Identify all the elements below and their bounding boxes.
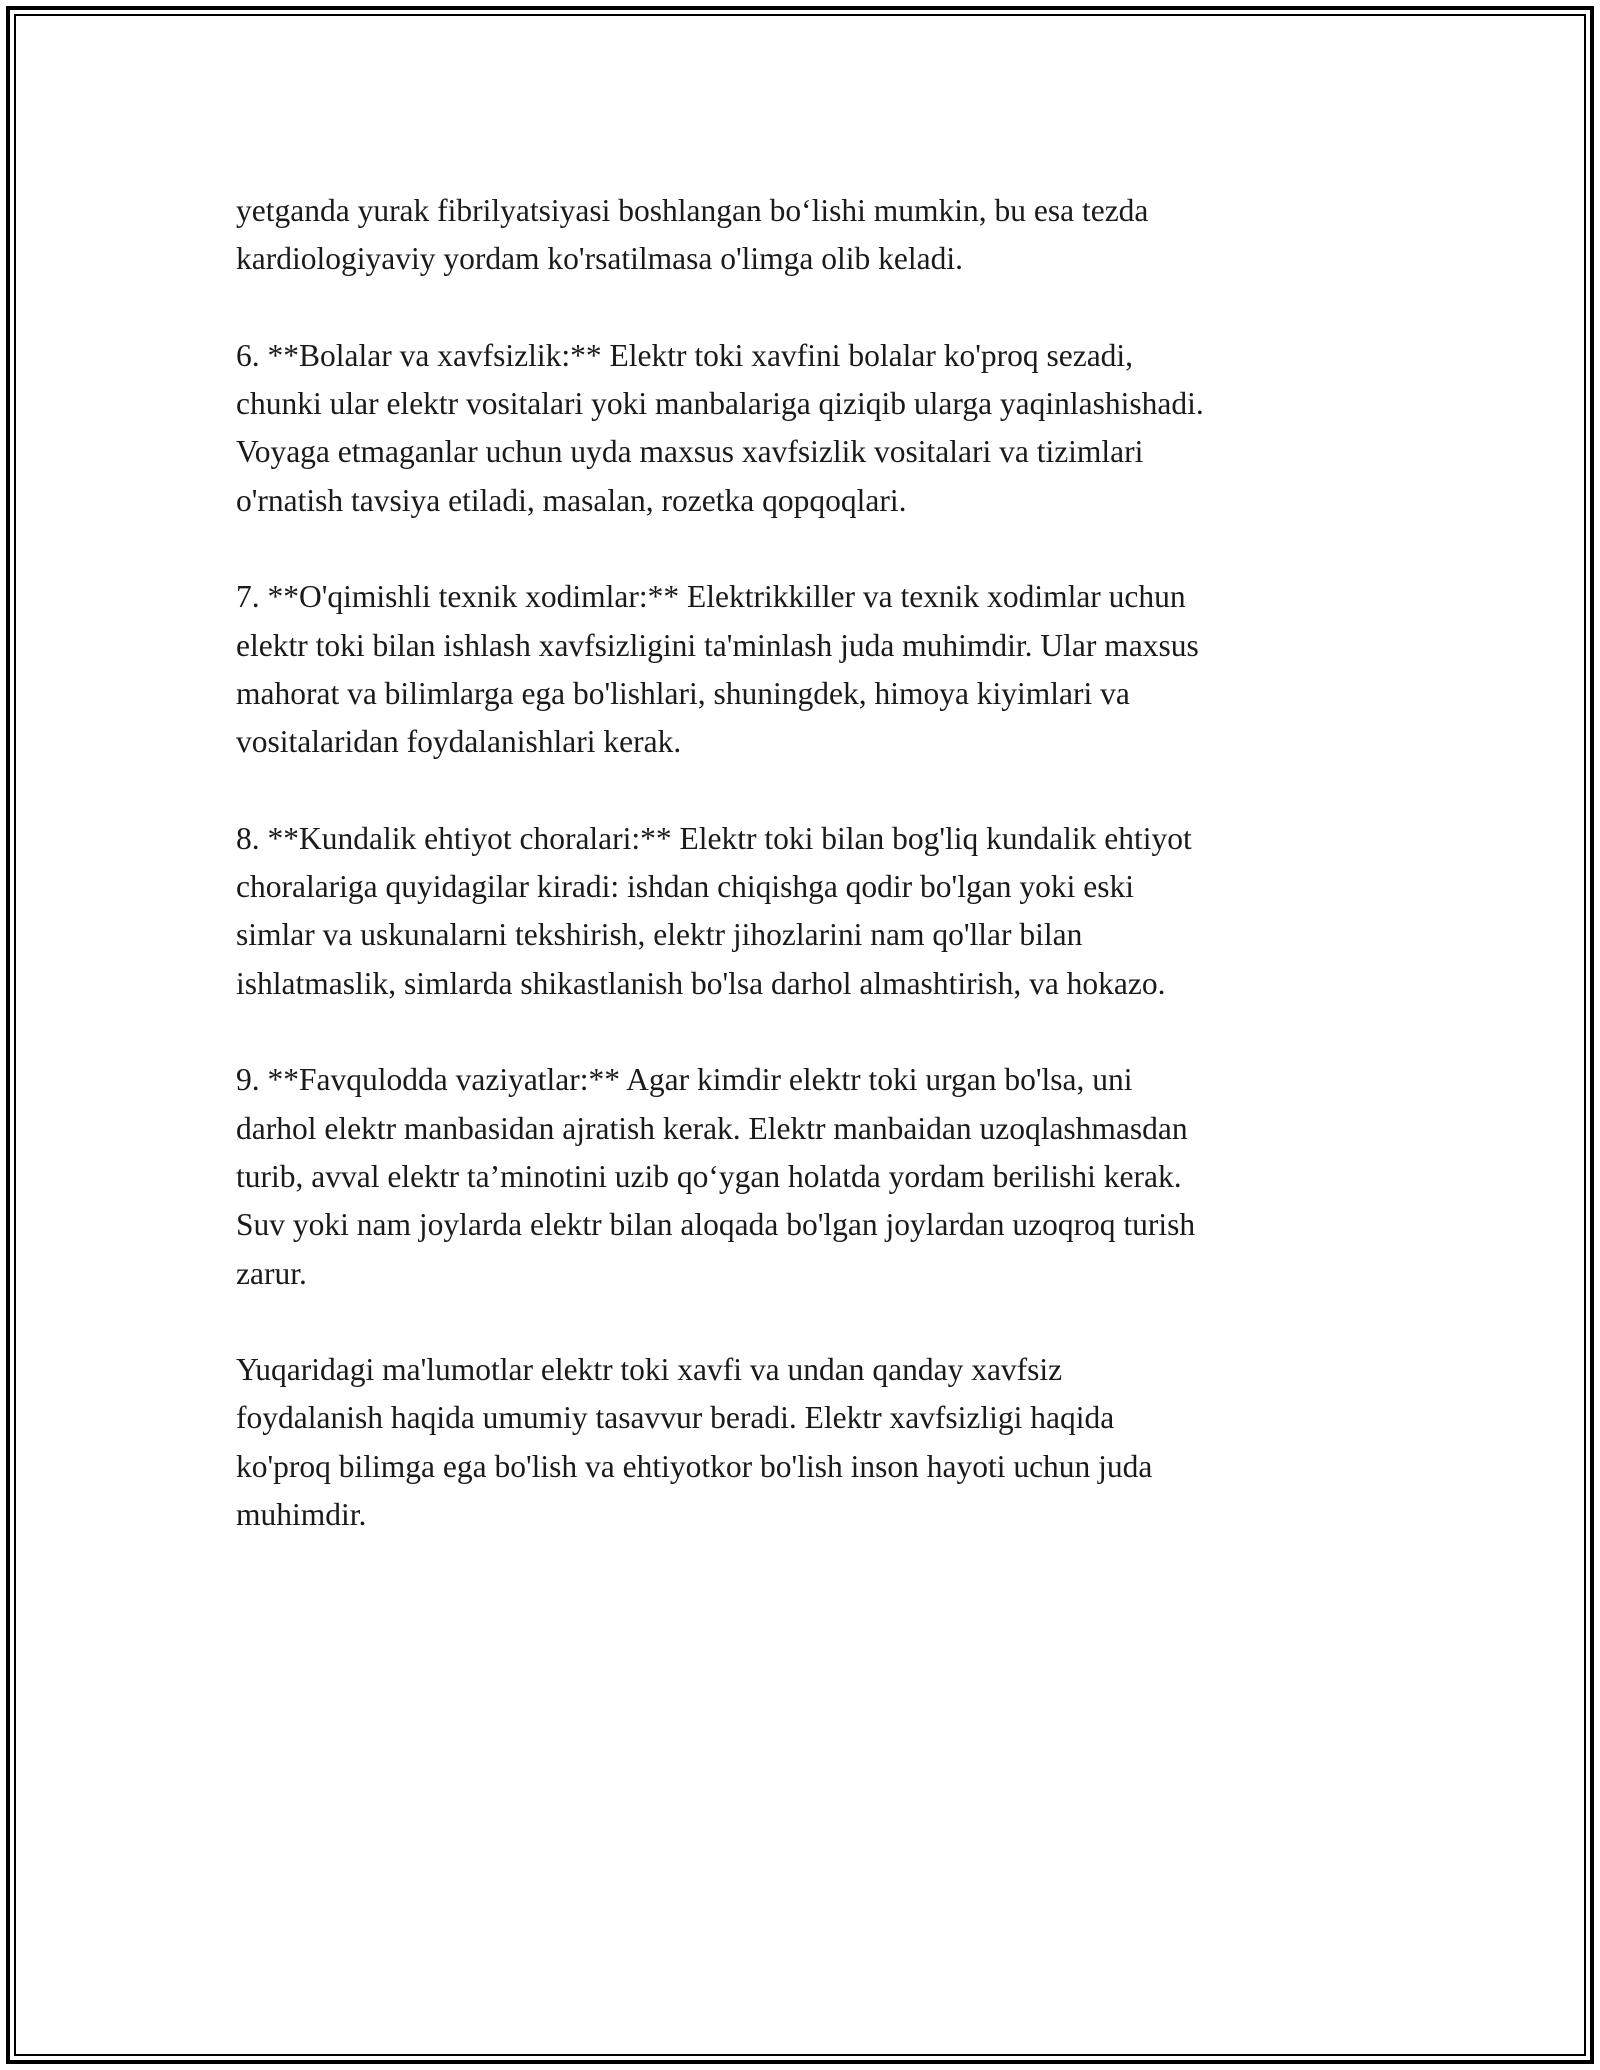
document-body <box>236 187 1376 1588</box>
text-line: turib, avval elektr ta’minotini uzib qo‘ygan holatda yordam berilishi kerak. <box>236 1158 1182 1194</box>
text-line: kardiologiyaviy yordam ko'rsatilmasa o'limga olib keladi. <box>236 241 963 277</box>
text-line: chunki ular elektr vositalari yoki manbalariga qiziqib ularga yaqinlashishadi. <box>236 386 1204 422</box>
text-line: choralariga quyidagilar kiradi: ishdan chiqishga qodir bo'lgan yoki eski <box>236 869 1134 905</box>
paragraph-item-8 <box>236 815 1376 1008</box>
text-line: 8. **Kundalik ehtiyot choralari:** Elektr toki bilan bog'liq kundalik ehtiyot <box>236 820 1192 856</box>
text-line: simlar va uskunalarni tekshirish, elektr jihozlarini nam qo'llar bilan <box>236 917 1083 953</box>
paragraph-summary <box>236 1346 1376 1539</box>
text-line: yetganda yurak fibrilyatsiyasi boshlangan bo‘lishi mumkin, bu esa tezda <box>236 193 1149 228</box>
paragraph-item-7 <box>236 573 1376 766</box>
text-line: foydalanish haqida umumiy tasavvur beradi. Elektr xavfsizligi haqida <box>236 1400 1115 1436</box>
text-line: mahorat va bilimlarga ega bo'lishlari, shuningdek, himoya kiyimlari va <box>236 675 1130 711</box>
paragraph-item-9 <box>236 1056 1376 1297</box>
text-line: 9. **Favqulodda vaziyatlar:** Agar kimdir elektr toki urgan bo'lsa, uni <box>236 1062 1133 1098</box>
text-line: ko'proq bilimga ega bo'lish va ehtiyotkor bo'lish inson hayoti uchun juda <box>236 1448 1153 1484</box>
paragraph-item-6 <box>236 332 1376 525</box>
text-line: darhol elektr manbasidan ajratish kerak. Elektr manbaidan uzoqlashmasdan <box>236 1110 1188 1146</box>
text-line: 6. **Bolalar va xavfsizlik:** Elektr toki xavfini bolalar ko'proq sezadi, <box>236 337 1134 373</box>
text-line: o'rnatish tavsiya etiladi, masalan, rozetka qopqoqlari. <box>236 482 907 518</box>
text-line: Voyaga etmaganlar uchun uyda maxsus xavfsizlik vositalari va tizimlari <box>236 434 1144 470</box>
text-line: ishlatmaslik, simlarda shikastlanish bo'lsa darhol almashtirish, va hokazo. <box>236 965 1166 1001</box>
text-line: muhimdir. <box>236 1497 367 1533</box>
text-line: vositalaridan foydalanishlari kerak. <box>236 724 682 760</box>
paragraph-continuation <box>236 187 1376 284</box>
text-line: Yuqaridagi ma'lumotlar elektr toki xavfi va undan qanday xavfsiz <box>236 1352 1063 1388</box>
text-line: elektr toki bilan ishlash xavfsizligini ta'minlash juda muhimdir. Ular maxsus <box>236 627 1199 663</box>
text-line: Suv yoki nam joylarda elektr bilan aloqada bo'lgan joylardan uzoqroq turish <box>236 1207 1196 1243</box>
text-line: 7. **O'qimishli texnik xodimlar:** Elektrikkiller va texnik xodimlar uchun <box>236 579 1186 615</box>
text-line: zarur. <box>236 1255 307 1291</box>
